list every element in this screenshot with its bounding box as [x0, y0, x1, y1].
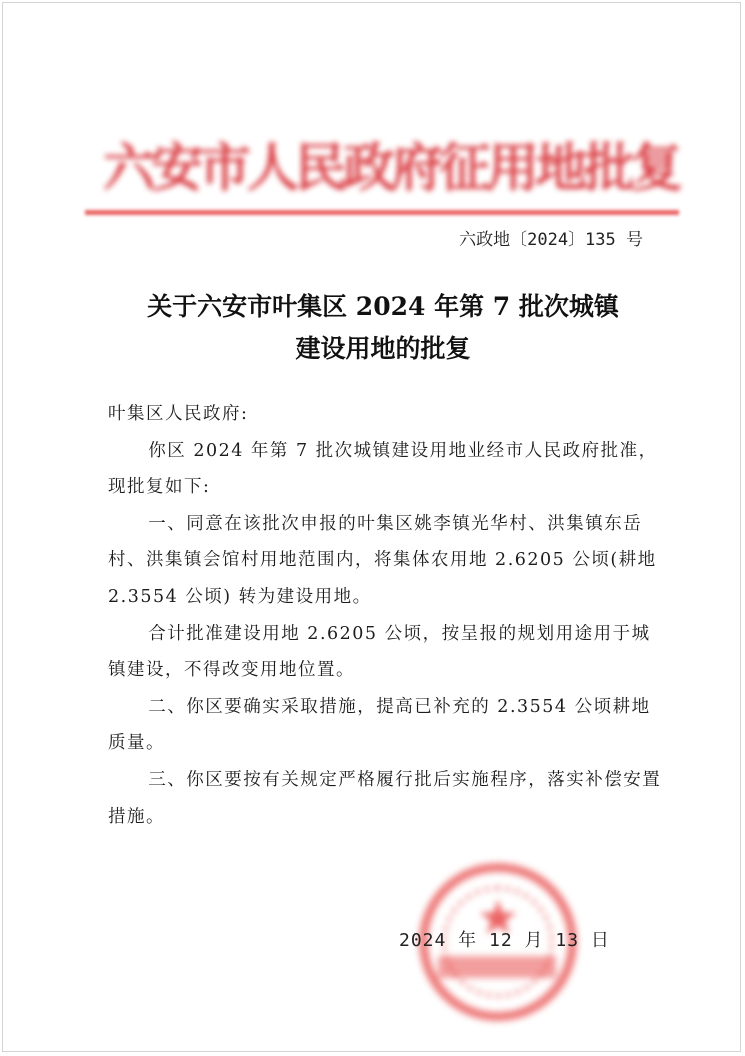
paragraph-item-2: 二、你区要确实采取措施，提高已补充的 2.3554 公顷耕地质量。 [108, 696, 651, 754]
org-header-title: 六安市人民政府征用地批复 [103, 138, 680, 199]
issue-date: 2024 年 12 月 13 日 [399, 930, 610, 951]
document-page [2, 2, 741, 1052]
paragraph-item-3: 三、你区要按有关规定严格履行批后实施程序，落实补偿安置措施。 [108, 769, 662, 827]
document-body [108, 396, 668, 835]
seal-star-icon: ★ [476, 890, 520, 946]
paragraph-total: 合计批准建设用地 2.6205 公顷，按呈报的规划用途用于城镇建设，不得改变用地位置。 [108, 623, 651, 681]
seal-text-band [438, 956, 556, 978]
salutation: 叶集区人民政府: [108, 404, 249, 424]
header-red-rule [85, 210, 679, 215]
document-number: 六政地〔2024〕135 号 [459, 230, 643, 250]
paragraph-approval: 你区 2024 年第 7 批次城镇建设用地业经市人民政府批准，现批复如下: [108, 440, 658, 498]
title-line-2: 建设用地的批复 [295, 334, 471, 363]
paragraph-item-1: 一、同意在该批次申报的叶集区姚李镇光华村、洪集镇东岳村、洪集镇会馆村用地范围内，将集体农用地 2.6205 公顷(耕地 2.3554 公顷) 转为建设用地。 [108, 513, 657, 607]
document-title [83, 286, 683, 370]
title-line-1: 关于六安市叶集区 2024 年第 7 批次城镇 [147, 292, 619, 321]
